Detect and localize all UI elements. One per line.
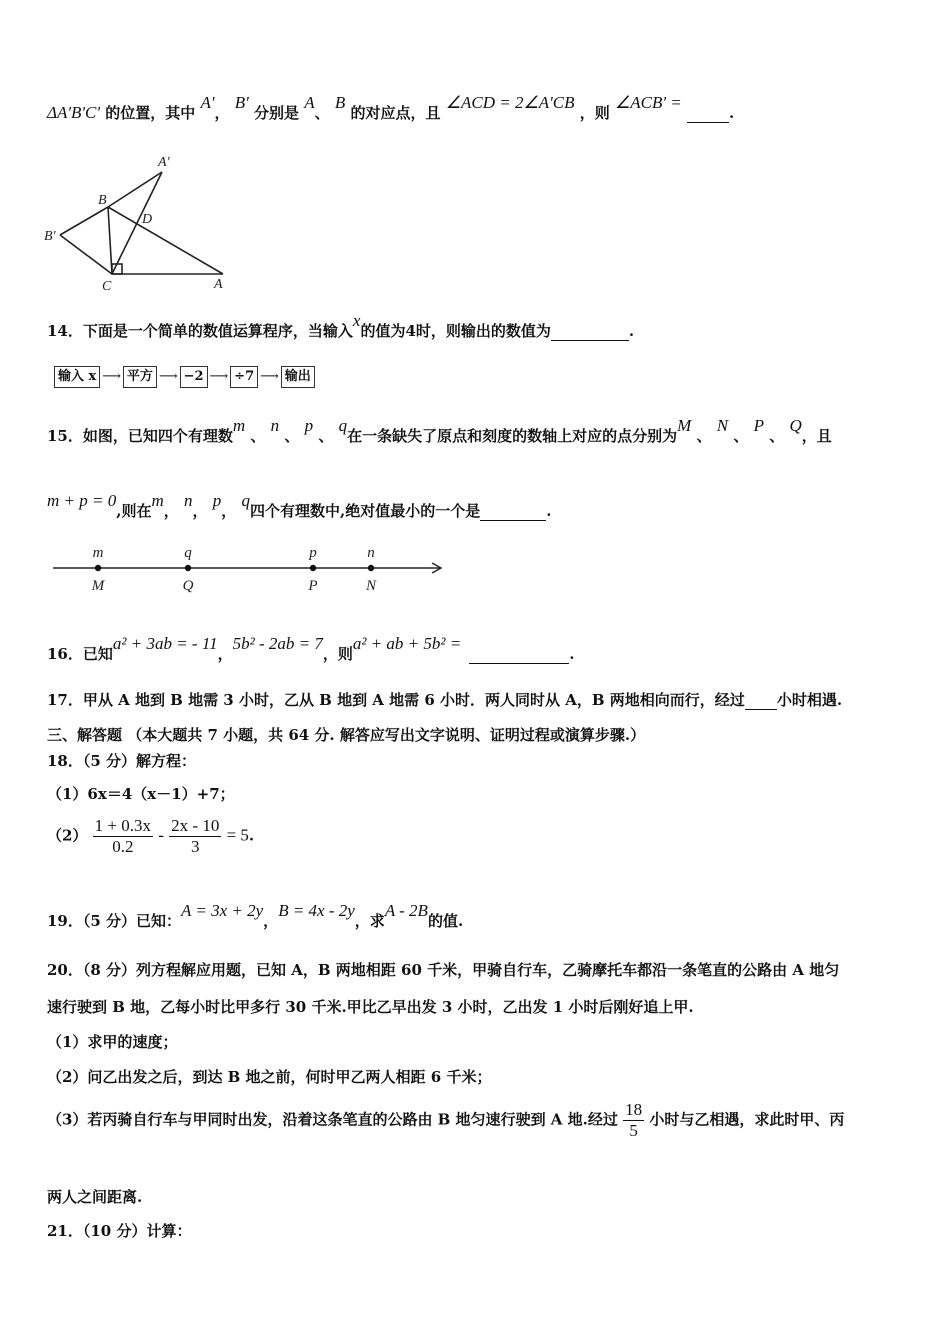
point-q-label: q (184, 545, 192, 561)
q20-part2: （2）问乙出发之后，到达 B 地之前，何时甲乙两人相距 6 千米； (47, 1068, 492, 1086)
point-P-label: P (308, 578, 318, 594)
answer-blank[interactable] (551, 340, 629, 341)
arrow-icon: ⟶ (102, 369, 121, 384)
q13-condition: ∠ACD = 2∠A'CB (445, 93, 575, 112)
q13-ask: ∠ACB' = (614, 93, 682, 112)
flow-box-output: 输出 (281, 366, 315, 388)
q18-part1: （1）6x＝4（x－1）+7； (47, 785, 235, 803)
fraction: $\frac{1 + 0.3x}{0.2}$ (94, 816, 152, 856)
q18-part2: （2） $\frac{1 + 0.3x}{0.2}$ - $\frac{2x - 10}{3}$ = 5. (47, 816, 255, 856)
point-Q-label: Q (182, 578, 194, 594)
answer-blank[interactable] (469, 663, 569, 664)
q15-line2: m + p = 0,则在m， n， p， q四个有理数中,绝对值最小的一个是 . (47, 491, 552, 520)
q19-line: 19．（5 分）已知：A = 3x + 2y，B = 4x - 2y，求A - 2B的值. (47, 901, 464, 930)
label-A: A (214, 277, 223, 292)
point-n-label: n (367, 545, 375, 561)
triangle-figure (40, 150, 240, 295)
fraction: $\frac{18}{5}$ (625, 1100, 643, 1140)
point-N-label: N (365, 578, 377, 594)
answer-blank[interactable] (480, 520, 546, 521)
arrow-icon: ⟶ (209, 369, 229, 384)
answer-blank[interactable] (687, 122, 729, 123)
label-A-prime: A' (158, 155, 170, 170)
label-D: D (142, 212, 153, 227)
number-line (48, 542, 448, 597)
flow-box-div7: ÷7 (230, 366, 258, 388)
flow-chart (54, 366, 315, 388)
q20-part3: （3）若丙骑自行车与甲同时出发，沿着这条笔直的公路由 B 地匀速行驶到 A 地.经过 $\frac{18}{5}$ 小时与乙相遇，求此时甲、丙 (47, 1100, 845, 1140)
q15-line1: 15．如图，已知四个有理数m 、 n 、 p 、 q在一条缺失了原点和刻度的数轴上对应的点分别为M 、 N 、 P 、 Q，且 (47, 416, 832, 445)
q16-line: 16．已知a² + 3ab = - 11，5b² - 2ab = 7，则a² + ab + 5b² =. (47, 634, 575, 663)
q21-line: 21．（10 分）计算： (47, 1222, 192, 1240)
q17-line: 17．甲从 A 地到 B 地需 3 小时，乙从 B 地到 A 地需 6 小时．两人同时从 A，B 两地相向而行，经过 小时相遇. (47, 691, 843, 709)
answer-blank[interactable] (745, 709, 777, 710)
point-M-label: M (91, 578, 105, 594)
triangle-expr: ΔA'B'C' (47, 103, 100, 122)
flow-box-input: 输入 x (54, 366, 100, 388)
fraction: $\frac{2x - 10}{3}$ (171, 816, 220, 856)
point-p-label: p (309, 545, 317, 561)
section-heading: 三、解答题 （本大题共 7 小题，共 64 分. 解答应写出文字说明、证明过程或演算步骤.） (47, 726, 646, 744)
label-B-prime: B' (44, 229, 56, 244)
q20-part1: （1）求甲的速度； (47, 1033, 178, 1051)
arrow-icon: ⟶ (158, 369, 178, 384)
label-B: B (98, 193, 107, 208)
q20-part3-cont: 两人之间距离. (47, 1188, 143, 1206)
q13-line: ΔA'B'C' 的位置，其中 A'， B' 分别是 A、 B 的对应点，且 ∠ACD = 2∠A'CB ，则 ∠ACB' = . (47, 93, 735, 122)
flow-box-square: 平方 (123, 366, 157, 388)
q13-text1: 的位置，其中 (105, 104, 196, 122)
q18-title: 18．（5 分）解方程： (47, 752, 197, 770)
flow-box-minus2: −2 (180, 366, 208, 388)
point-m-label: m (92, 545, 104, 561)
label-C: C (102, 279, 112, 294)
q20-line1: 20．（8 分）列方程解应用题，已知 A，B 两地相距 60 千米，甲骑自行车，乙骑摩托车都沿一条笔直的公路由 A 地匀 (47, 961, 840, 979)
arrow-icon: ⟶ (260, 369, 279, 384)
q14-line: 14．下面是一个简单的数值运算程序，当输入x的值为4时，则输出的数值为 . (47, 311, 635, 340)
q20-line2: 速行驶到 B 地，乙每小时比甲多行 30 千米.甲比乙早出发 3 小时，乙出发 1 小时后刚好追上甲. (47, 998, 694, 1016)
